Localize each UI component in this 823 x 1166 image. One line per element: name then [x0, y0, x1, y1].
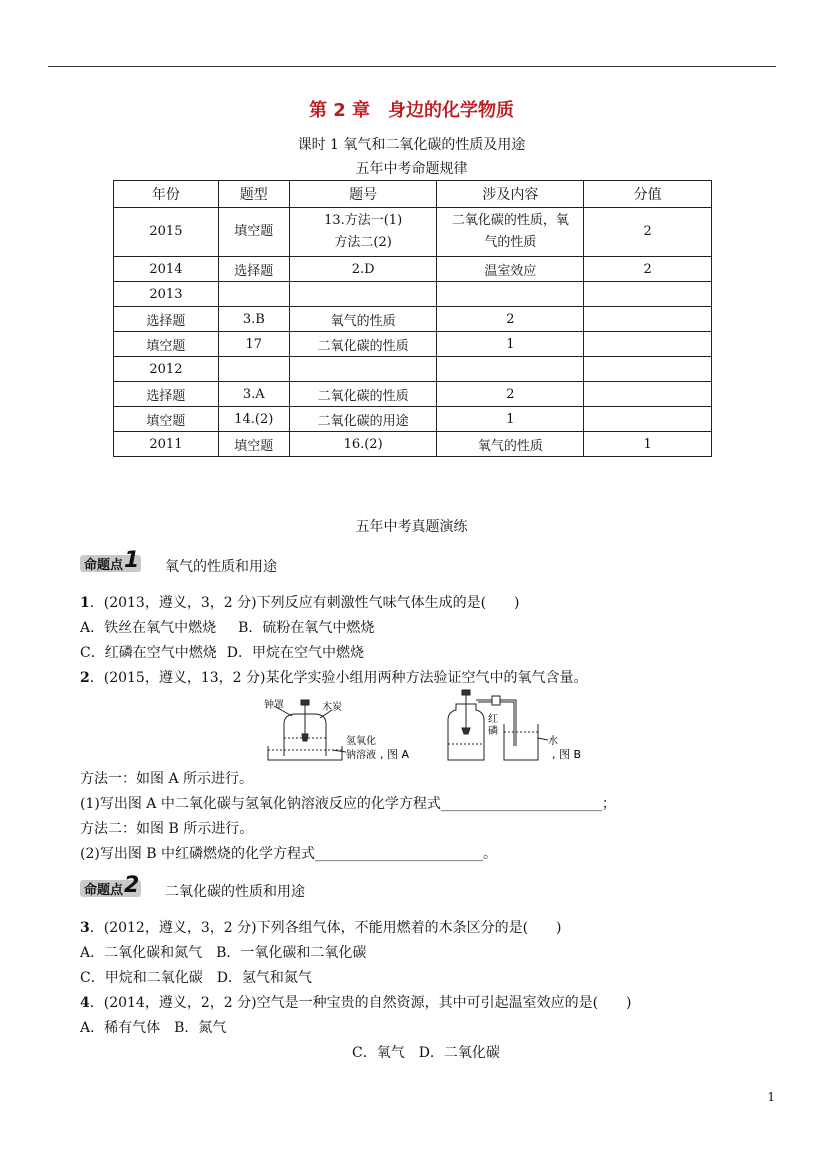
table-cell: 2 — [437, 382, 584, 407]
table-row — [114, 257, 712, 282]
table-cell — [218, 282, 289, 307]
table-cell: 1 — [437, 407, 584, 432]
table-cell: 温室效应 — [437, 257, 584, 282]
table-cell: 2 — [584, 208, 712, 257]
table-cell: 二氧化碳的性质 — [289, 332, 437, 357]
table-header-cell: 涉及内容 — [437, 181, 584, 208]
question-1-stem — [80, 592, 520, 612]
table-cell: 二氧化碳的性质 — [289, 382, 437, 407]
question-2-part-1: (1)写出图 A 中二氧化碳与氢氧化钠溶液反应的化学方程式_______________________； — [80, 796, 616, 812]
section-title: 五年中考真题演练 — [355, 519, 468, 535]
table-cell — [437, 282, 584, 307]
figure-a-label-solution-2: 钠溶液 — [346, 750, 376, 761]
table-cell: 填空题 — [218, 208, 289, 257]
table-header-row — [114, 181, 712, 208]
figure-a-label-solution-1: 氢氧化 — [346, 736, 376, 747]
question-text: ．(2012，遵义，3，2 分)下列各组气体，不能用燃着的木条区分的是( ) — [89, 920, 562, 936]
table-row — [114, 357, 712, 382]
table-cell — [218, 357, 289, 382]
figure-b-label-phos-2: 磷 — [488, 726, 498, 737]
table-cell — [584, 407, 712, 432]
question-3-options-cd: C．甲烷和二氧化碳 D．氢气和氮气 — [80, 970, 312, 986]
topic-badge-1 — [80, 548, 141, 573]
question-number: 2 — [80, 670, 90, 686]
topic-badge-2 — [80, 873, 141, 898]
question-number: 3 — [80, 920, 90, 936]
table-cell — [584, 332, 712, 357]
table-header-cell: 题号 — [289, 181, 437, 208]
table-row — [114, 307, 712, 332]
question-4-stem — [80, 992, 632, 1012]
option-b: B．硫粉在氧气中燃烧 — [238, 620, 375, 636]
table-cell: 1 — [584, 432, 712, 457]
figure-b-caption: , 图 B — [552, 748, 582, 761]
question-text: ．(2015，遵义，13，2 分)某化学实验小组用两种方法验证空气中的氧气含量。 — [89, 670, 588, 686]
figure-b-label-phos-1: 红 — [488, 714, 498, 725]
table-row — [114, 282, 712, 307]
table-cell: 氧气的性质 — [437, 432, 584, 457]
table-cell: 13.方法一(1) 方法二(2) — [289, 208, 437, 257]
topic-badge-label: 命题点 — [84, 558, 124, 573]
table-row — [114, 407, 712, 432]
table-cell — [289, 357, 437, 382]
question-3-options-ab: A．二氧化碳和氮气 B．一氧化碳和二氧化碳 — [80, 945, 367, 961]
table-cell: 2.D — [289, 257, 437, 282]
table-cell — [584, 357, 712, 382]
table-cell: 3.B — [218, 307, 289, 332]
header-rule — [48, 66, 776, 67]
option-a: A．铁丝在氧气中燃烧 — [80, 620, 217, 636]
table-cell: 选择题 — [218, 257, 289, 282]
table-cell: 16.(2) — [289, 432, 437, 457]
table-header-cell: 年份 — [114, 181, 219, 208]
table-cell: 二氧化碳的性质，氧 气的性质 — [437, 208, 584, 257]
question-2-method-2: 方法二：如图 B 所示进行。 — [80, 821, 254, 837]
question-1-options-cd — [80, 642, 364, 662]
figure-b-label-water: 水 — [548, 736, 558, 747]
table-row — [114, 332, 712, 357]
page-number: 1 — [767, 1090, 775, 1104]
option-c: C．红磷在空气中燃烧 — [80, 645, 217, 661]
table-cell — [584, 282, 712, 307]
table-row — [114, 208, 712, 257]
topic-2-label: 二氧化碳的性质和用途 — [165, 884, 305, 900]
table-cell: 2 — [437, 307, 584, 332]
table-cell: 填空题 — [114, 332, 219, 357]
table-header-cell: 题型 — [218, 181, 289, 208]
figure-b-red-phosphorus-apparatus — [440, 688, 600, 766]
lesson-title: 课时 1 氧气和二氧化碳的性质及用途 — [297, 137, 526, 153]
table-cell: 2 — [584, 257, 712, 282]
question-3-stem — [80, 917, 562, 937]
table-cell: 3.A — [218, 382, 289, 407]
table-cell: 填空题 — [218, 432, 289, 457]
chapter-title: 第 2 章 身边的化学物质 — [308, 100, 515, 121]
question-4-options-ab: A．稀有气体 B．氮气 — [80, 1020, 227, 1036]
table-cell: 2011 — [114, 432, 219, 457]
question-text: ．(2013，遵义，3，2 分)下列反应有刺激性气味气体生成的是( ) — [89, 595, 520, 611]
table-cell: 2013 — [114, 282, 219, 307]
figure-a-bell-jar-apparatus — [262, 694, 422, 766]
question-text: ．(2014，遵义，2，2 分)空气是一种宝贵的自然资源，其中可引起温室效应的是( ) — [89, 995, 632, 1011]
topic-badge-label: 命题点 — [84, 883, 124, 898]
table-cell: 17 — [218, 332, 289, 357]
table-caption: 五年中考命题规律 — [355, 161, 468, 177]
table-cell: 1 — [437, 332, 584, 357]
table-cell: 填空题 — [114, 407, 219, 432]
table-header-cell: 分值 — [584, 181, 712, 208]
table-cell: 2012 — [114, 357, 219, 382]
table-row — [114, 432, 712, 457]
question-1-options-ab — [80, 617, 374, 637]
table-cell: 氧气的性质 — [289, 307, 437, 332]
question-4-options-cd: C．氧气 D．二氧化碳 — [352, 1045, 500, 1061]
table-cell: 选择题 — [114, 382, 219, 407]
question-number: 4 — [80, 995, 90, 1011]
topic-badge-number: 2 — [124, 873, 140, 898]
figure-a-caption: , 图 A — [380, 748, 410, 761]
table-row — [114, 382, 712, 407]
question-2-part-2: (2)写出图 B 中红磷燃烧的化学方程式________________________。 — [80, 846, 498, 862]
table-cell — [289, 282, 437, 307]
topic-1-label: 氧气的性质和用途 — [165, 559, 277, 575]
table-cell — [584, 382, 712, 407]
table-cell: 2015 — [114, 208, 219, 257]
table-cell: 选择题 — [114, 307, 219, 332]
question-2-stem — [80, 667, 587, 687]
exam-pattern-table — [113, 180, 712, 457]
figure-a-label-charcoal: 木炭 — [322, 702, 342, 713]
table-cell — [584, 307, 712, 332]
question-number: 1 — [80, 595, 90, 611]
table-cell: 14.(2) — [218, 407, 289, 432]
figure-a-label-bell: 钟罩 — [264, 700, 284, 711]
topic-badge-number: 1 — [124, 548, 140, 573]
table-cell — [437, 357, 584, 382]
option-d: D．甲烷在空气中燃烧 — [226, 645, 364, 661]
table-cell: 2014 — [114, 257, 219, 282]
table-cell: 二氧化碳的用途 — [289, 407, 437, 432]
question-2-method-1: 方法一：如图 A 所示进行。 — [80, 771, 254, 787]
